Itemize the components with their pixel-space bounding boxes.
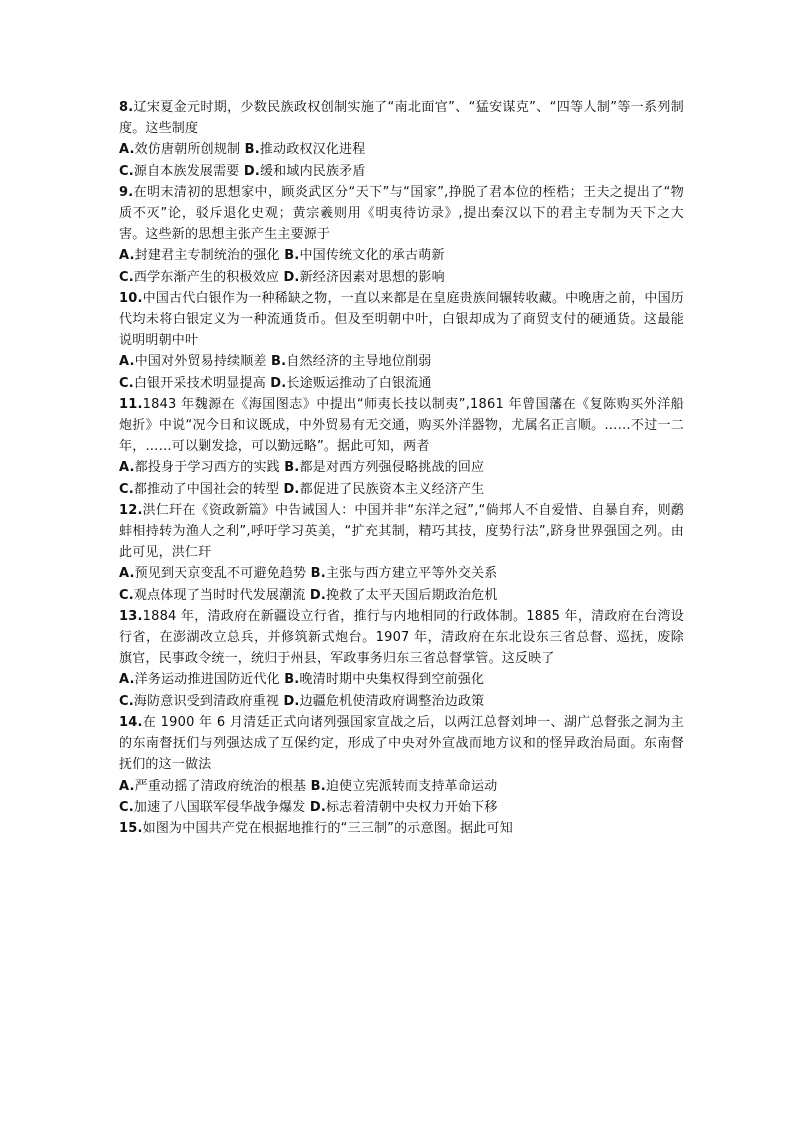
- question-13: [119, 606, 684, 712]
- options-row-1: [119, 563, 684, 584]
- option-b-text: 迫使立宪派转而支持革命运动: [325, 778, 498, 794]
- question-stem: 如图为中国共产党在根据地推行的“三三制”的示意图。据此可知: [142, 820, 513, 836]
- options-row-2: [119, 479, 684, 500]
- question-number: 12.: [119, 502, 143, 518]
- option-c-text: 都推动了中国社会的转型: [133, 481, 284, 497]
- question-stem: 1843 年魏源在《海国图志》中提出“师夷长技以制夷”,1861 年曾国藩在《复陈购买外洋船炮折》中说“况今日和议既成，中外贸易有无交通，购买外洋器物，尤属名正言顺。……不过一二年，……可以剿发捻，可以勤远略”。据此可知，两者: [119, 396, 684, 455]
- option-d-letter: D.: [283, 481, 300, 497]
- option-b-letter: B.: [284, 460, 300, 476]
- question-stem: 洪仁玕在《资政新篇》中告诫国人：中国并非“东洋之冠”,“倘邦人不自爱惜、自暴自弃，则鹬蚌相持转为渔人之利”,呼吁学习英美，“扩充其制，精巧其技，度势行法”,跻身世界强国之列。由此可见，洪仁玕: [119, 502, 684, 561]
- options-row-1: [119, 457, 684, 478]
- options-row-1: [119, 669, 684, 690]
- option-d-text: 挽救了太平天国后期政治危机: [325, 587, 498, 603]
- question-number: 15.: [119, 820, 143, 836]
- options-row-1: [119, 776, 684, 797]
- options-row-2: [119, 691, 684, 712]
- question-14: [119, 712, 684, 818]
- option-a-letter: A.: [119, 778, 135, 794]
- option-b-text: 自然经济的主导地位削弱: [286, 354, 432, 370]
- option-d-letter: D.: [309, 799, 326, 815]
- options-row-2: [119, 797, 684, 818]
- option-d-text: 都促进了民族资本主义经济产生: [299, 481, 485, 497]
- option-b-letter: B.: [310, 778, 326, 794]
- question-15: [119, 818, 684, 839]
- option-c-letter: C.: [119, 163, 134, 179]
- option-d-text: 长途贩运推动了白银流通: [286, 375, 432, 391]
- options-row-2: [119, 373, 684, 394]
- question-number: 14.: [119, 714, 143, 730]
- option-a-letter: A.: [119, 248, 135, 264]
- option-c-letter: C.: [119, 587, 134, 603]
- question-number: 9.: [119, 184, 134, 200]
- question-number: 10.: [119, 290, 143, 306]
- question-11: [119, 394, 684, 500]
- option-c-text: 西学东渐产生的积极效应: [133, 269, 284, 285]
- question-10: [119, 288, 684, 394]
- option-a-letter: A.: [119, 672, 135, 688]
- options-row-2: [119, 585, 684, 606]
- options-row-1: [119, 139, 684, 160]
- option-b-letter: B.: [310, 566, 326, 582]
- option-c-text: 源自本族发展需要: [133, 163, 244, 179]
- options-row-1: [119, 351, 684, 372]
- option-d-text: 新经济因素对思想的影响: [299, 269, 445, 285]
- option-d-text: 标志着清朝中央权力开始下移: [325, 799, 498, 815]
- option-c-letter: C.: [119, 375, 134, 391]
- option-b-letter: B.: [284, 248, 300, 264]
- option-d-text: 边疆危机使清政府调整治边政策: [299, 693, 485, 709]
- option-a-letter: A.: [119, 460, 135, 476]
- option-b-text: 晚清时期中央集权得到空前强化: [299, 672, 485, 688]
- options-row-1: [119, 245, 684, 266]
- option-b-text: 推动政权汉化进程: [259, 142, 366, 158]
- options-row-2: [119, 267, 684, 288]
- option-b-text: 主张与西方建立平等外交关系: [325, 566, 498, 582]
- option-a-letter: A.: [119, 566, 135, 582]
- option-a-letter: A.: [119, 142, 135, 158]
- option-b-letter: B.: [284, 672, 300, 688]
- option-a-text: 预见到天京变乱不可避免趋势: [134, 566, 311, 582]
- option-b-letter: B.: [271, 354, 287, 370]
- option-a-text: 洋务运动推进国防近代化: [134, 672, 285, 688]
- option-d-letter: D.: [283, 269, 300, 285]
- question-stem: 1884 年，清政府在新疆设立行省，推行与内地相同的行政体制。1885 年，清政府在台湾设行省，在澎湖改立总兵，并修筑新式炮台。1907 年，清政府在东北设东三省总督、巡抚，废除旗官，民事政令统一，统归于州县，军政事务归东三省总督掌管。这反映了: [119, 608, 684, 667]
- question-number: 8.: [119, 100, 134, 115]
- option-c-text: 海防意识受到清政府重视: [133, 693, 284, 709]
- question-number: 11.: [119, 396, 143, 412]
- option-a-text: 都投身于学习西方的实践: [134, 460, 285, 476]
- option-c-text: 观点体现了当时时代发展潮流: [133, 587, 310, 603]
- option-c-letter: C.: [119, 799, 134, 815]
- option-d-letter: D.: [309, 587, 326, 603]
- option-c-letter: C.: [119, 693, 134, 709]
- question-number: 13.: [119, 608, 143, 624]
- question-stem: 中国古代白银作为一种稀缺之物，一直以来都是在皇庭贵族间辗转收藏。中晚唐之前，中国历代均未将白银定义为一种流通货币。但及至明朝中叶，白银却成为了商贸支付的硬通货。这最能说明明朝中叶: [119, 290, 684, 349]
- option-a-text: 中国对外贸易持续顺差: [134, 354, 271, 370]
- option-a-letter: A.: [119, 354, 135, 370]
- option-a-text: 严重动摇了清政府统治的根基: [134, 778, 311, 794]
- question-12: [119, 500, 684, 606]
- option-b-letter: B.: [244, 142, 260, 158]
- option-b-text: 都是对西方列强侵略挑战的回应: [299, 460, 485, 476]
- option-c-letter: C.: [119, 481, 134, 497]
- option-c-text: 加速了八国联军侵华战争爆发: [133, 799, 310, 815]
- question-9: [119, 182, 684, 288]
- option-b-text: 中国传统文化的承古萌新: [299, 248, 445, 264]
- option-a-text: 效仿唐朝所创规制: [134, 142, 245, 158]
- question-list: [119, 97, 684, 839]
- option-d-letter: D.: [283, 693, 300, 709]
- option-d-letter: D.: [243, 163, 260, 179]
- option-a-text: 封建君主专制统治的强化: [134, 248, 285, 264]
- question-8: [119, 97, 684, 182]
- option-c-letter: C.: [119, 269, 134, 285]
- question-stem: 在 1900 年 6 月清廷正式向诸列强国家宣战之后，以两江总督刘坤一、湖广总督张之洞为主的东南督抚们与列强达成了互保约定，形成了中央对外宣战而地方议和的怪异政治局面。东南督抚们的这一做法: [119, 714, 684, 773]
- question-stem: 辽宋夏金元时期，少数民族政权创制实施了“南北面官”、“猛安谋克”、“四等人制”等一系列制度。这些制度: [119, 100, 684, 137]
- option-c-text: 白银开采技术明显提高: [133, 375, 271, 391]
- options-row-2: [119, 161, 684, 182]
- option-d-letter: D.: [270, 375, 287, 391]
- option-d-text: 缓和域内民族矛盾: [259, 163, 366, 179]
- question-stem: 在明末清初的思想家中，顾炎武区分“天下”与“国家”,挣脱了君本位的桎梏；王夫之提出了“物质不灭”论，驳斥退化史观；黄宗羲则用《明夷待访录》,提出秦汉以下的君主专制为天下之大害。这些新的思想主张产生主要源于: [119, 184, 684, 243]
